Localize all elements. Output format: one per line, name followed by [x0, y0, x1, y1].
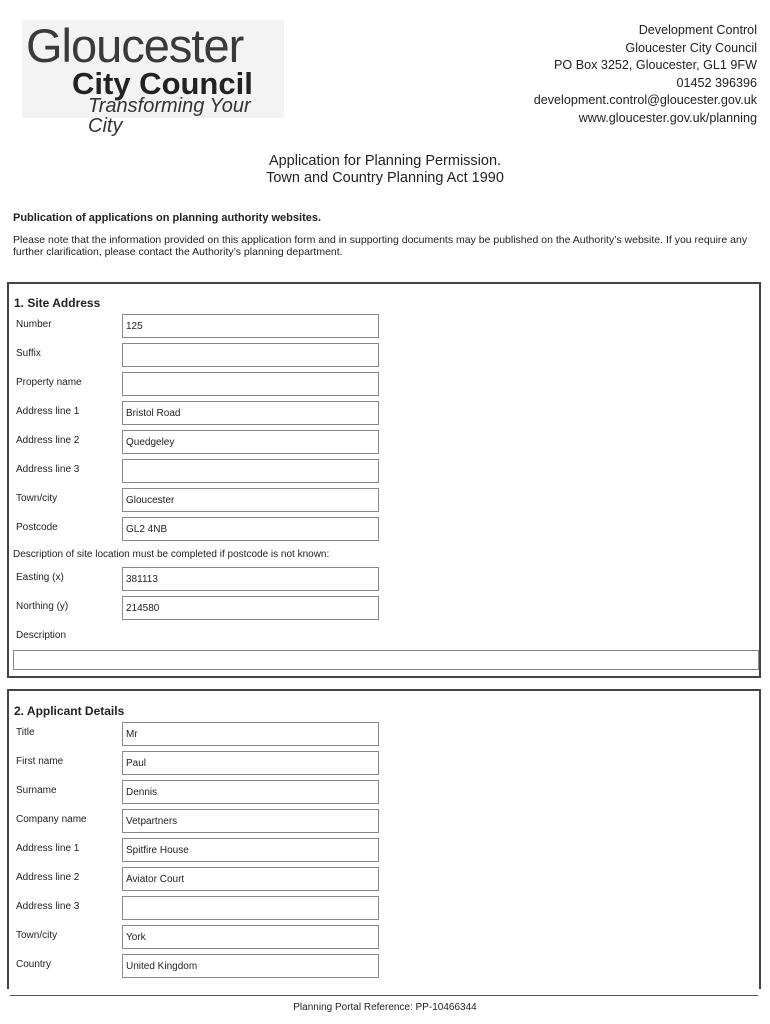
field-label: Property name: [16, 377, 82, 388]
field-label: Address line 3: [16, 464, 80, 475]
field-label: Company name: [16, 814, 87, 825]
field-label: Country: [16, 959, 52, 970]
field-label: Postcode: [16, 522, 58, 533]
field-label: Address line 1: [16, 406, 80, 417]
logo-line3: Transforming Your City: [88, 95, 251, 137]
site-address-section: [7, 282, 761, 678]
field-label: Address line 2: [16, 435, 80, 446]
northing-field[interactable]: 214580: [122, 596, 379, 620]
portal-reference: Planning Portal Reference: PP-10466344: [293, 1002, 477, 1013]
logo-line2: City Council: [72, 66, 253, 101]
footer-divider: [10, 995, 758, 996]
contact-website[interactable]: www.gloucester.gov.uk/planning: [578, 110, 757, 125]
location-note: Description of site location must be completed if postcode is not known:: [13, 549, 330, 560]
document-title: [0, 153, 770, 187]
site-property-name-field[interactable]: [122, 372, 379, 396]
council-logo: [22, 19, 284, 137]
applicant-details-section: [7, 689, 761, 989]
applicant-country-field[interactable]: United Kingdom: [122, 954, 379, 978]
applicant-address-line1-field[interactable]: Spitfire House: [122, 838, 379, 862]
publication-heading: Publication of applications on planning authority websites.: [13, 212, 322, 224]
field-label: Surname: [16, 785, 57, 796]
contact-email[interactable]: development.control@gloucester.gov.uk: [533, 93, 757, 107]
field-label: Address line 2: [16, 872, 80, 883]
site-address-line3-field[interactable]: [122, 459, 379, 483]
field-label: Town/city: [16, 930, 58, 941]
description-label: Description: [16, 630, 67, 641]
field-label: Easting (x): [16, 572, 64, 583]
site-number-field[interactable]: 125: [122, 314, 379, 338]
field-label: Town/city: [16, 493, 58, 504]
site-town-field[interactable]: Gloucester: [122, 488, 379, 512]
field-label: Suffix: [16, 348, 41, 359]
site-postcode-field[interactable]: GL2 4NB: [122, 517, 379, 541]
field-label: Number: [16, 319, 52, 330]
field-label: First name: [16, 756, 64, 767]
logo-line1: Gloucester: [26, 19, 244, 72]
section-heading: 1. Site Address: [14, 296, 101, 310]
applicant-town-field[interactable]: York: [122, 925, 379, 949]
applicant-address-line3-field[interactable]: [122, 896, 379, 920]
easting-field[interactable]: 381113: [122, 567, 379, 591]
applicant-first-name-field[interactable]: Paul: [122, 751, 379, 775]
field-label: Address line 1: [16, 843, 80, 854]
field-label: Address line 3: [16, 901, 80, 912]
site-address-line1-field[interactable]: Bristol Road: [122, 401, 379, 425]
site-address-line2-field[interactable]: Quedgeley: [122, 430, 379, 454]
section-heading: 2. Applicant Details: [14, 704, 125, 718]
description-field[interactable]: [13, 650, 759, 670]
contact-block: [534, 22, 757, 127]
field-label: Title: [16, 727, 35, 738]
contact-phone: 01452 396396: [676, 75, 757, 90]
title-line-1: Application for Planning Permission.: [268, 153, 502, 169]
contact-council: Gloucester City Council: [625, 40, 757, 55]
applicant-address-line2-field[interactable]: Aviator Court: [122, 867, 379, 891]
applicant-surname-field[interactable]: Dennis: [122, 780, 379, 804]
applicant-company-field[interactable]: Vetpartners: [122, 809, 379, 833]
contact-department: Development Control: [638, 23, 757, 37]
contact-address: PO Box 3252, Gloucester, GL1 9FW: [554, 58, 757, 72]
field-label: Northing (y): [16, 601, 69, 612]
publication-note: Please note that the information provided on this application form and in supporting documents may be published on the Authority’s website. If you require any further clarification, please contact the Authority’s planning department.: [13, 234, 748, 258]
applicant-title-field[interactable]: Mr: [122, 722, 379, 746]
site-suffix-field[interactable]: [122, 343, 379, 367]
title-line-2: Town and Country Planning Act 1990: [266, 170, 504, 186]
